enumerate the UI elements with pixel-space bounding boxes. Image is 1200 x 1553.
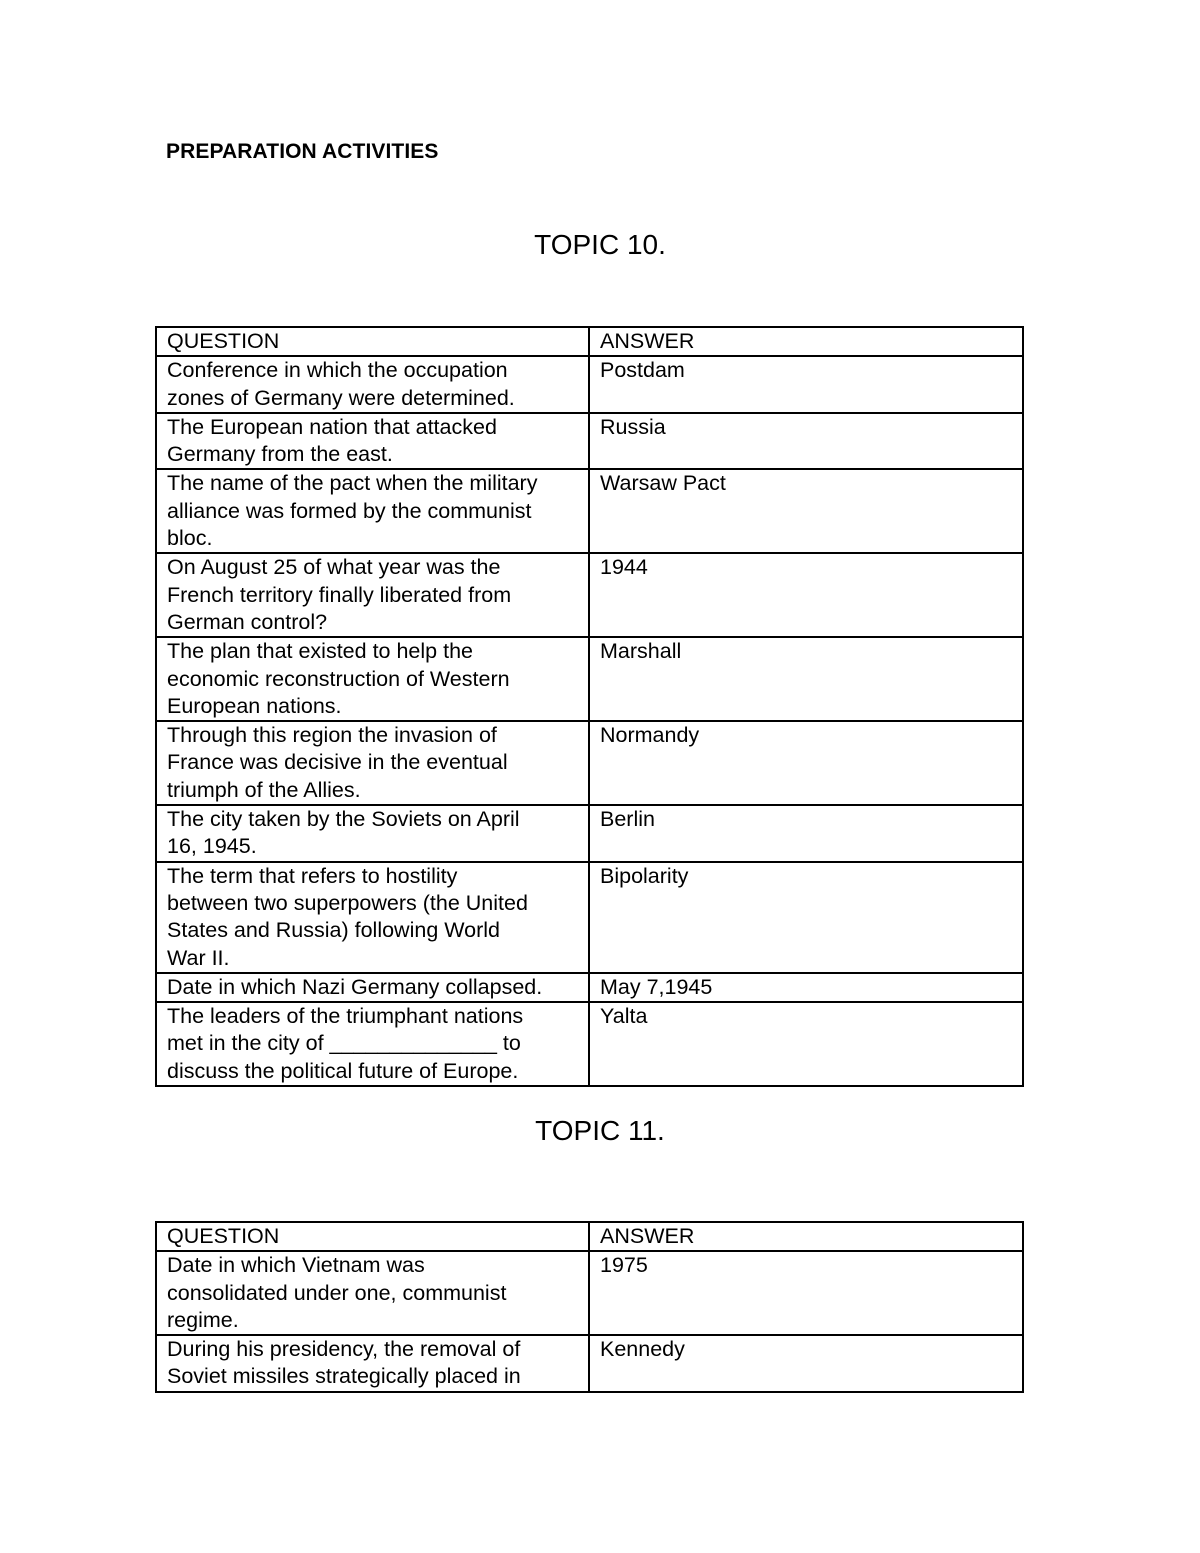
answer-cell: Postdam	[589, 356, 1023, 413]
answer-cell: Kennedy	[589, 1335, 1023, 1392]
table-header-row	[156, 1222, 1023, 1251]
table-row	[156, 805, 1023, 862]
answer-cell: Marshall	[589, 637, 1023, 721]
table-row	[156, 973, 1023, 1002]
table-row	[156, 862, 1023, 973]
answer-cell: Normandy	[589, 721, 1023, 805]
question-column-header: QUESTION	[156, 327, 589, 356]
table-row	[156, 413, 1023, 470]
question-cell: During his presidency, the removal of Soviet missiles strategically placed in	[156, 1335, 589, 1392]
answer-cell: 1944	[589, 553, 1023, 637]
table-row	[156, 1002, 1023, 1086]
question-column-header: QUESTION	[156, 1222, 589, 1251]
question-cell: The plan that existed to help the economic reconstruction of Western European nations.	[156, 637, 589, 721]
table-row	[156, 553, 1023, 637]
topic-11-table	[155, 1221, 1024, 1393]
answer-column-header: ANSWER	[589, 1222, 1023, 1251]
question-cell: The leaders of the triumphant nations met in the city of ______________ to discuss the political future of Europe.	[156, 1002, 589, 1086]
topic-10-title: TOPIC 10.	[534, 229, 666, 260]
page-heading: PREPARATION ACTIVITIES	[166, 140, 439, 163]
table-row	[156, 1251, 1023, 1335]
table-row	[156, 356, 1023, 413]
answer-cell: May 7,1945	[589, 973, 1023, 1002]
answer-cell: Bipolarity	[589, 862, 1023, 973]
question-cell: Through this region the invasion of France was decisive in the eventual triumph of the Allies.	[156, 721, 589, 805]
table-row	[156, 469, 1023, 553]
question-cell: Conference in which the occupation zones of Germany were determined.	[156, 356, 589, 413]
answer-cell: Warsaw Pact	[589, 469, 1023, 553]
answer-cell: Yalta	[589, 1002, 1023, 1086]
table-row	[156, 721, 1023, 805]
table-row	[156, 637, 1023, 721]
question-cell: The city taken by the Soviets on April 16, 1945.	[156, 805, 589, 862]
topic-10-table	[155, 326, 1024, 1087]
question-cell: The European nation that attacked Germany from the east.	[156, 413, 589, 470]
answer-column-header: ANSWER	[589, 327, 1023, 356]
question-cell: On August 25 of what year was the French territory finally liberated from German control?	[156, 553, 589, 637]
answer-cell: Russia	[589, 413, 1023, 470]
table-row	[156, 1335, 1023, 1392]
topic-11-title: TOPIC 11.	[535, 1115, 665, 1146]
question-cell: The name of the pact when the military alliance was formed by the communist bloc.	[156, 469, 589, 553]
question-cell: The term that refers to hostility between two superpowers (the United States and Russia) following World War II.	[156, 862, 589, 973]
question-cell: Date in which Nazi Germany collapsed.	[156, 973, 589, 1002]
answer-cell: Berlin	[589, 805, 1023, 862]
question-cell: Date in which Vietnam was consolidated under one, communist regime.	[156, 1251, 589, 1335]
answer-cell: 1975	[589, 1251, 1023, 1335]
table-header-row	[156, 327, 1023, 356]
